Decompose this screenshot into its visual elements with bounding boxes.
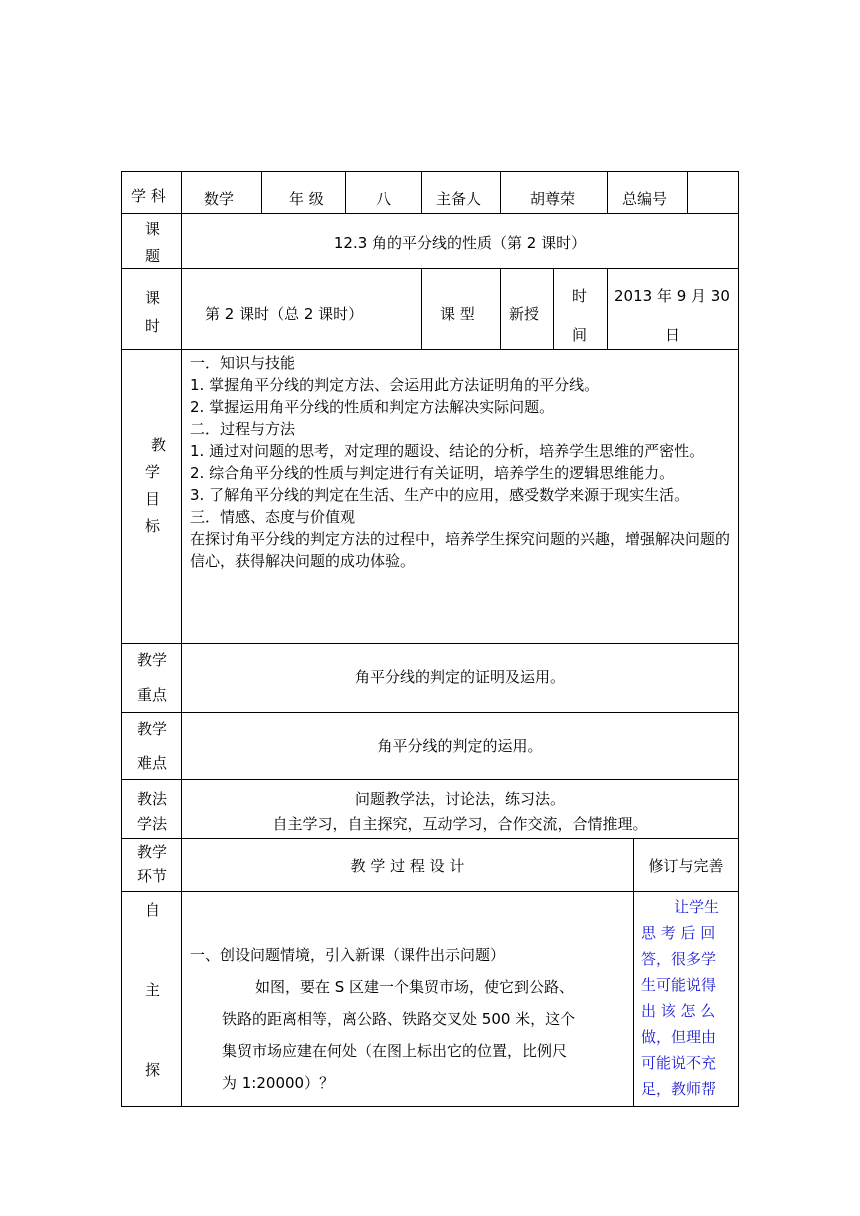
date-value: 日 <box>665 326 681 344</box>
note-line: 做，但理由 <box>641 1028 717 1046</box>
goal-paragraph: 在探讨角平分线的判定方法的过程中，培养学生探究问题的兴趣，增强解决问题的信心，获得解决问题的成功体验。 <box>190 530 731 570</box>
note-line: 可能说不充 <box>641 1054 717 1072</box>
row-divider <box>121 779 739 780</box>
subject-label: 学 科 <box>131 187 166 205</box>
key-points-label: 重点 <box>137 686 168 704</box>
column-divider <box>421 268 422 350</box>
lesson-type-label: 课 型 <box>440 305 475 323</box>
column-divider <box>633 838 634 1107</box>
column-divider <box>181 171 182 1107</box>
goal-item: 1. 掌握角平分线的判定方法、会运用此方法证明角的平分线。 <box>190 376 600 394</box>
row-divider <box>121 268 739 269</box>
preparer-value: 胡尊荣 <box>530 190 576 208</box>
lesson-type-value: 新授 <box>509 305 540 323</box>
column-divider <box>607 171 608 214</box>
column-divider <box>261 171 262 214</box>
difficulties-value: 角平分线的判定的运用。 <box>377 737 543 755</box>
column-divider <box>500 171 501 214</box>
table-border-bottom <box>121 1106 739 1107</box>
note-line: 让学生 <box>674 898 720 916</box>
column-divider <box>607 268 608 350</box>
stage-name: 探 <box>145 1061 161 1079</box>
methods-label: 学法 <box>137 815 168 833</box>
methods-line: 问题教学法，讨论法，练习法。 <box>354 790 565 808</box>
table-border-left <box>121 171 122 1107</box>
preparer-label: 主备人 <box>436 190 482 208</box>
goals-content <box>190 352 730 572</box>
row-divider <box>121 891 739 892</box>
topic-value: 12.3 角的平分线的性质（第 2 课时） <box>333 234 587 252</box>
column-divider <box>500 268 501 350</box>
stage-label: 环节 <box>137 867 168 885</box>
goal-item: 1. 通过对问题的思考，对定理的题设、结论的分析，培养学生思维的严密性。 <box>190 442 705 460</box>
goal-item: 2. 综合角平分线的性质与判定进行有关证明，培养学生的逻辑思维能力。 <box>190 464 675 482</box>
goals-label: 目 <box>145 490 161 508</box>
table-border-right <box>738 171 739 1107</box>
methods-label: 教法 <box>137 790 168 808</box>
goals-section-title: 三．情感、态度与价值观 <box>190 508 356 526</box>
topic-label: 课 <box>145 220 161 238</box>
period-label: 课 <box>145 289 161 307</box>
problem-line: 为 1:20000）？ <box>222 1074 335 1092</box>
period-value: 第 2 课时（总 2 课时） <box>205 305 364 323</box>
note-line: 答，很多学 <box>641 950 717 968</box>
difficulties-label: 教学 <box>137 720 168 738</box>
note-line: 思 考 后 回 <box>641 924 716 942</box>
revise-label: 修订与完善 <box>648 857 724 875</box>
goals-section-title: 二．过程与方法 <box>190 420 296 438</box>
time-label: 间 <box>572 326 588 344</box>
section-title: 一、创设问题情境，引入新课（课件出示问题） <box>190 946 506 964</box>
subject-value: 数学 <box>204 190 235 208</box>
goal-item: 2. 掌握运用角平分线的性质和判定方法解决实际问题。 <box>190 398 555 416</box>
note-line: 出 该 怎 么 <box>641 1002 716 1020</box>
topic-label: 题 <box>145 247 161 265</box>
column-divider <box>687 171 688 214</box>
goals-label: 学 <box>145 463 161 481</box>
methods-line: 自主学习，自主探究，互动学习，合作交流，合情推理。 <box>272 815 648 833</box>
process-title: 教 学 过 程 设 计 <box>350 857 465 875</box>
key-points-value: 角平分线的判定的证明及运用。 <box>354 668 565 686</box>
row-divider <box>121 643 739 644</box>
row-divider <box>121 712 739 713</box>
serial-label: 总编号 <box>622 190 668 208</box>
column-divider <box>553 268 554 350</box>
problem-line: 铁路的距离相等，离公路、铁路交叉处 500 米，这个 <box>222 1010 576 1028</box>
note-line: 足，教师帮 <box>641 1080 717 1098</box>
problem-line: 集贸市场应建在何处（在图上标出它的位置，比例尺 <box>222 1042 568 1060</box>
column-divider <box>421 171 422 214</box>
stage-label: 教学 <box>137 843 168 861</box>
row-divider <box>121 349 739 350</box>
table-border-top <box>121 171 739 172</box>
column-divider <box>345 171 346 214</box>
stage-name: 主 <box>145 981 161 999</box>
goals-label: 标 <box>145 517 161 535</box>
goals-section-title: 一．知识与技能 <box>190 354 296 372</box>
goal-item: 3. 了解角平分线的判定在生活、生产中的应用，感受数学来源于现实生活。 <box>190 486 690 504</box>
date-value: 2013 年 9 月 30 <box>614 287 730 305</box>
period-label: 时 <box>145 317 161 335</box>
key-points-label: 教学 <box>137 651 168 669</box>
grade-label: 年 级 <box>289 190 324 208</box>
time-label: 时 <box>572 287 588 305</box>
row-divider <box>121 213 739 214</box>
stage-name: 自 <box>145 901 161 919</box>
problem-line: 如图，要在 S 区建一个集贸市场，使它到公路、 <box>255 978 575 996</box>
row-divider <box>121 838 739 839</box>
difficulties-label: 难点 <box>137 754 168 772</box>
note-line: 生可能说得 <box>641 976 717 994</box>
goals-label: 教 <box>151 436 167 454</box>
grade-value: 八 <box>376 190 392 208</box>
